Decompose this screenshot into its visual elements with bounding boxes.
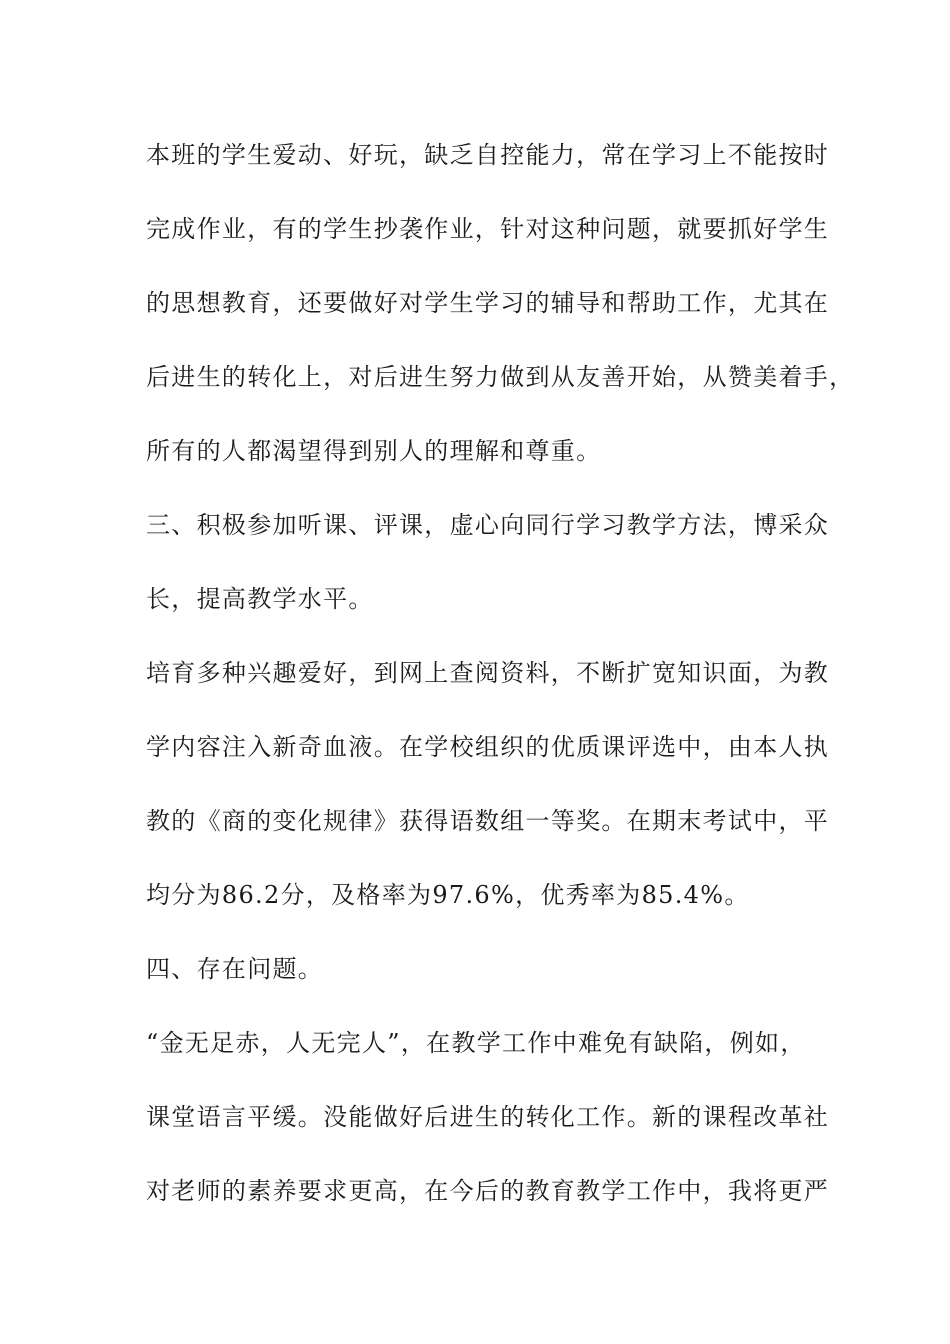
body-text-line: 学内容注入新奇血液。在学校组织的优质课评选中，由本人执: [146, 733, 830, 761]
section-heading-4: 四、存在问题。: [146, 955, 324, 983]
body-text-line: 对老师的素养要求更高，在今后的教育教学工作中，我将更严: [146, 1177, 830, 1205]
body-text-line: 本班的学生爱动、好玩，缺乏自控能力，常在学习上不能按时: [146, 141, 830, 169]
body-text-line: 课堂语言平缓。没能做好后进生的转化工作。新的课程改革社: [146, 1103, 830, 1131]
body-text-line: 完成作业，有的学生抄袭作业，针对这种问题，就要抓好学生: [146, 215, 830, 243]
section-heading-3-cont: 长，提高教学水平。: [146, 585, 374, 613]
body-text-line: 培育多种兴趣爱好，到网上查阅资料，不断扩宽知识面，为教: [146, 659, 830, 687]
body-text-line: 均分为86.2分，及格率为97.6%，优秀率为85.4%。: [146, 881, 750, 909]
body-text-line: 的思想教育，还要做好对学生学习的辅导和帮助工作，尤其在: [146, 289, 830, 317]
body-text-line: 所有的人都渴望得到别人的理解和尊重。: [146, 437, 602, 465]
body-text-line: 后进生的转化上，对后进生努力做到从友善开始，从赞美着手，: [146, 363, 855, 391]
section-heading-3: 三、积极参加听课、评课，虚心向同行学习教学方法，博采众: [146, 511, 830, 539]
body-text-line: “金无足赤，人无完人”，在教学工作中难免有缺陷，例如，: [146, 1029, 806, 1057]
body-text-line: 教的《商的变化规律》获得语数组一等奖。在期末考试中，平: [146, 807, 830, 835]
